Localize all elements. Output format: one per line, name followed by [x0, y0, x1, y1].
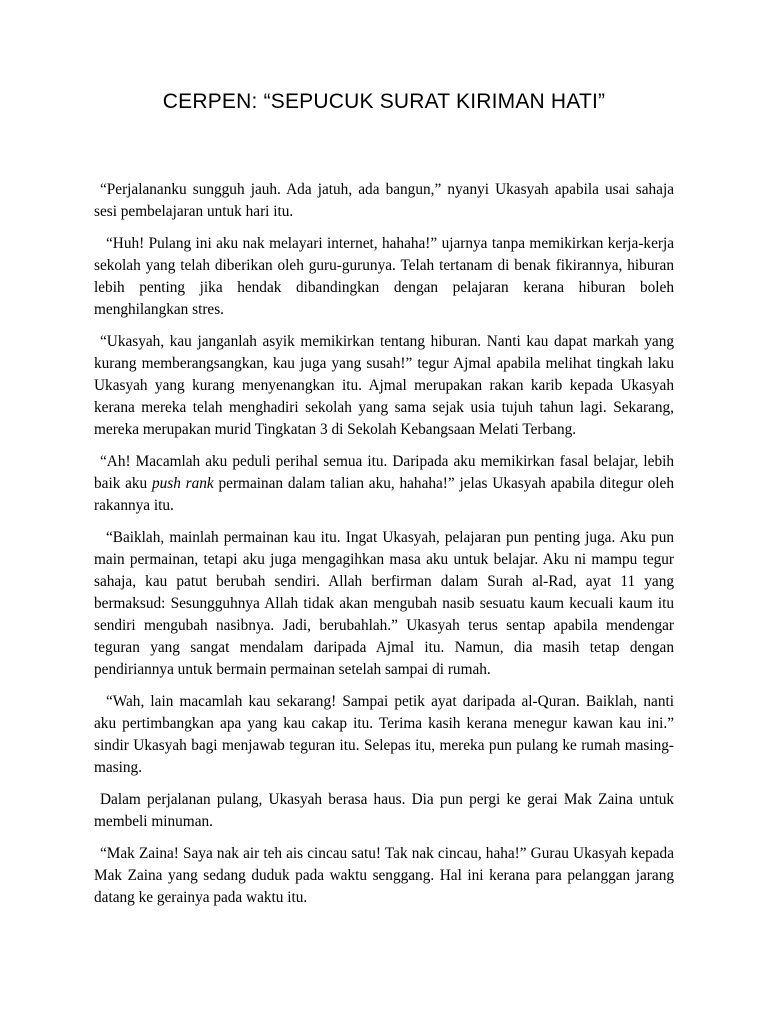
paragraph-5: “Baiklah, mainlah permainan kau itu. Ingat Ukasyah, pelajaran pun penting juga. Aku pun main permainan, tetapi aku juga mengagihkan masa aku untuk belajar. Aku ni mampu tegur sahaja, kau patut berubah sendiri. Allah berfirman dalam Surah al-Rad, ayat 11 yang bermaksud: Sesungguhnya Allah tidak akan mengubah nasib sesuatu kaum kecuali kaum itu sendiri mengubah nasibnya. Jadi, berubahlah.” Ukasyah terus sentap apabila mendengar teguran yang sangat mendalam daripada Ajmal itu. Namun, dia masih tetap dengan pendiriannya untuk bermain permainan setelah sampai di rumah.: [94, 529, 674, 678]
paragraph-2: “Huh! Pulang ini aku nak melayari internet, hahaha!” ujarnya tanpa memikirkan kerja-kerja sekolah yang telah diberikan oleh guru-gurunya. Telah tertanam di benak fikirannya, hiburan lebih penting jika hendak dibandingkan dengan pelajaran kerana hiburan boleh menghilangkan stres.: [94, 235, 674, 318]
paragraph-1: “Perjalananku sungguh jauh. Ada jatuh, ada bangun,” nyanyi Ukasyah apabila usai sahaja sesi pembelajaran untuk hari itu.: [94, 181, 674, 220]
paragraph-4-italic-term: push rank: [152, 475, 214, 492]
paragraph-7: Dalam perjalanan pulang, Ukasyah berasa haus. Dia pun pergi ke gerai Mak Zaina untuk membeli minuman.: [94, 791, 674, 830]
paragraph-4-text-after: permainan dalam talian aku, hahaha!” jelas Ukasyah apabila ditegur oleh rakannya itu.: [94, 475, 674, 514]
document-title: CERPEN: “SEPUCUK SURAT KIRIMAN HATI”: [162, 90, 606, 113]
story-body: [94, 179, 674, 919]
paragraph-3: “Ukasyah, kau janganlah asyik memikirkan tentang hiburan. Nanti kau dapat markah yang kurang memberangsangkan, kau juga yang susah!” tegur Ajmal apabila melihat tingkah laku Ukasyah yang kurang menyenangkan itu. Ajmal merupakan rakan karib kepada Ukasyah kerana mereka telah menghadiri sekolah yang sama sejak usia tujuh tahun lagi. Sekarang, mereka merupakan murid Tingkatan 3 di Sekolah Kebangsaan Melati Terbang.: [94, 333, 674, 438]
paragraph-6: “Wah, lain macamlah kau sekarang! Sampai petik ayat daripada al-Quran. Baiklah, nanti aku pertimbangkan apa yang kau cakap itu. Terima kasih kerana menegur kawan kau ini.” sindir Ukasyah bagi menjawab teguran itu. Selepas itu, mereka pun pulang ke rumah masing-masing.: [94, 693, 674, 776]
paragraph-8: “Mak Zaina! Saya nak air teh ais cincau satu! Tak nak cincau, haha!” Gurau Ukasyah kepada Mak Zaina yang sedang duduk pada waktu senggang. Hal ini kerana para pelanggan jarang datang ke gerainya pada waktu itu.: [94, 845, 674, 906]
paragraph-4: [94, 451, 674, 517]
paragraph-4-text-before: “Ah! Macamlah aku peduli perihal semua itu. Daripada aku memikirkan fasal belajar, lebih baik aku: [94, 453, 674, 492]
